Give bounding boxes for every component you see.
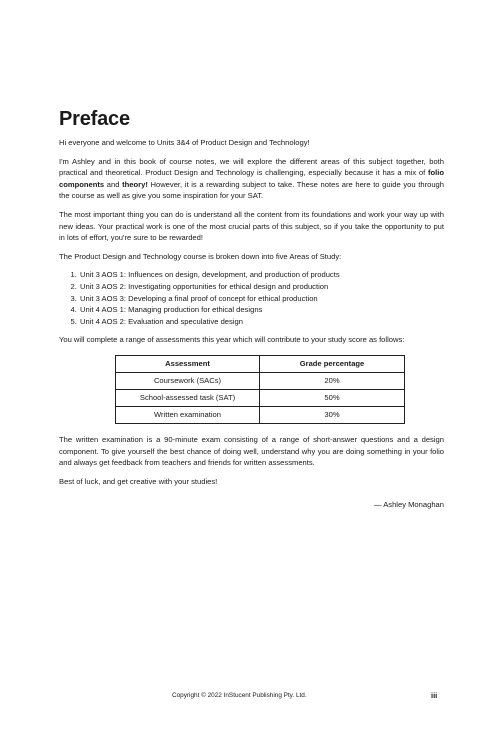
list-item: 5. Unit 4 AOS 2: Evaluation and speculative design bbox=[79, 316, 444, 328]
assessment-intro-paragraph: You will complete a range of assessments this year which will contribute to your study score as follows: bbox=[59, 335, 405, 345]
assessment-table bbox=[115, 355, 405, 424]
table-cell: 20% bbox=[260, 372, 405, 389]
copyright-notice: Copyright © 2022 InStucent Publishing Pty. Ltd. bbox=[172, 692, 307, 699]
table-header-row bbox=[116, 355, 405, 372]
exam-paragraph: The written examination is a 90-minute exam consisting of a range of short-answer questions and a design component. To give yourself the best chance of doing well, understand why you are doing something in your folio and always get feedback from teachers and friends for written assessments. bbox=[59, 434, 444, 468]
table-cell: 30% bbox=[260, 406, 405, 423]
intro-text-1: I'm Ashley and in this book of course notes, we will explore the different areas of this subject together, both practical and theoretical. Product Design and Technology is challenging, especially because it has a mix of bbox=[59, 156, 444, 178]
table-row bbox=[116, 406, 405, 423]
table-cell: School-assessed task (SAT) bbox=[116, 389, 260, 406]
list-item: 4. Unit 4 AOS 1: Managing production for ethical designs bbox=[79, 304, 444, 316]
table-row bbox=[116, 389, 405, 406]
areas-intro-paragraph: The Product Design and Technology course is broken down into five Areas of Study: bbox=[59, 251, 342, 261]
table-row bbox=[116, 372, 405, 389]
table-cell: Written examination bbox=[116, 406, 260, 423]
column-header: Assessment bbox=[116, 355, 260, 372]
preface-page bbox=[59, 108, 444, 518]
column-header: Grade percentage bbox=[260, 355, 405, 372]
important-paragraph: The most important thing you can do is understand all the content from its foundations and work your way up with new ideas. Your practical work is one of the most crucial parts of this subject, so if you take the opportunity to put in lots of effort, you're sure to be rewarded! bbox=[59, 209, 444, 243]
table-cell: 50% bbox=[260, 389, 405, 406]
intro-paragraph bbox=[59, 156, 444, 202]
greeting-paragraph: Hi everyone and welcome to Units 3&4 of Product Design and Technology! bbox=[59, 138, 310, 147]
intro-text-3: However, it is a rewarding subject to take. These notes are here to guide you through the course as well as give you some inspiration for your SAT. bbox=[59, 179, 445, 201]
intro-bold-2: theory! bbox=[122, 179, 148, 189]
areas-of-study-list bbox=[59, 269, 444, 327]
intro-text-2: and bbox=[104, 179, 123, 189]
list-item: 1. Unit 3 AOS 1: Influences on design, development, and production of products bbox=[79, 269, 444, 281]
list-item: 3. Unit 3 AOS 3: Developing a final proof of concept for ethical production bbox=[79, 293, 444, 305]
list-item: 2. Unit 3 AOS 2: Investigating opportunities for ethical design and production bbox=[79, 281, 444, 293]
table-cell: Coursework (SACs) bbox=[116, 372, 260, 389]
signoff: — Ashley Monaghan bbox=[373, 500, 444, 510]
closing-paragraph: Best of luck, and get creative with your studies! bbox=[59, 476, 218, 486]
intro-bold-1: folio components bbox=[59, 168, 444, 189]
page-number: iii bbox=[431, 691, 438, 700]
page-title: Preface bbox=[59, 108, 130, 130]
